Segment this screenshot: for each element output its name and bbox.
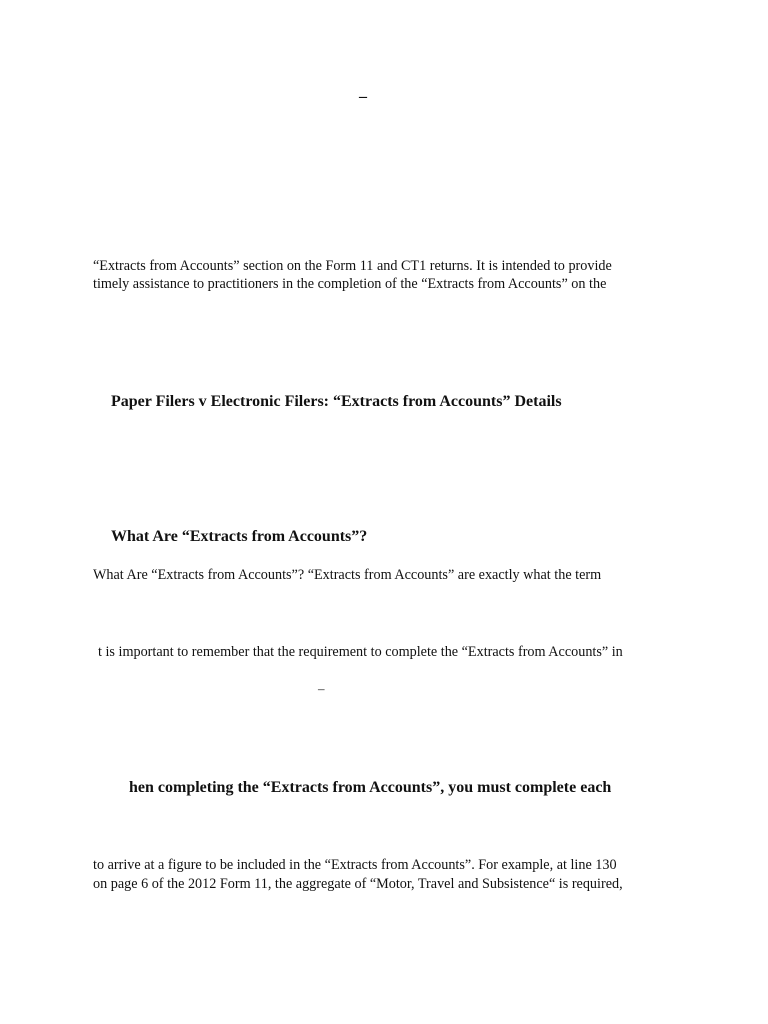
intro-line-2: timely assistance to practitioners in the completion of the “Extracts from Accounts” on the bbox=[93, 276, 607, 292]
figure-paragraph-line-1: to arrive at a figure to be included in the “Extracts from Accounts”. For example, at line 130 bbox=[93, 857, 617, 873]
important-paragraph: t is important to remember that the requirement to complete the “Extracts from Accounts” in bbox=[98, 644, 623, 660]
top-dash: – bbox=[359, 88, 367, 105]
intro-line-1: “Extracts from Accounts” section on the Form 11 and CT1 returns. It is intended to provide bbox=[93, 258, 612, 274]
figure-paragraph-line-2: on page 6 of the 2012 Form 11, the aggregate of “Motor, Travel and Subsistence“ is required, bbox=[93, 876, 623, 892]
heading-when-completing: hen completing the “Extracts from Accounts”, you must complete each bbox=[129, 779, 612, 796]
heading-paper-vs-electronic-filers: Paper Filers v Electronic Filers: “Extracts from Accounts” Details bbox=[111, 393, 562, 410]
what-are-paragraph: What Are “Extracts from Accounts”? “Extracts from Accounts” are exactly what the term bbox=[93, 567, 602, 583]
mid-dash: – bbox=[318, 681, 325, 696]
heading-what-are-extracts: What Are “Extracts from Accounts”? bbox=[111, 528, 368, 545]
